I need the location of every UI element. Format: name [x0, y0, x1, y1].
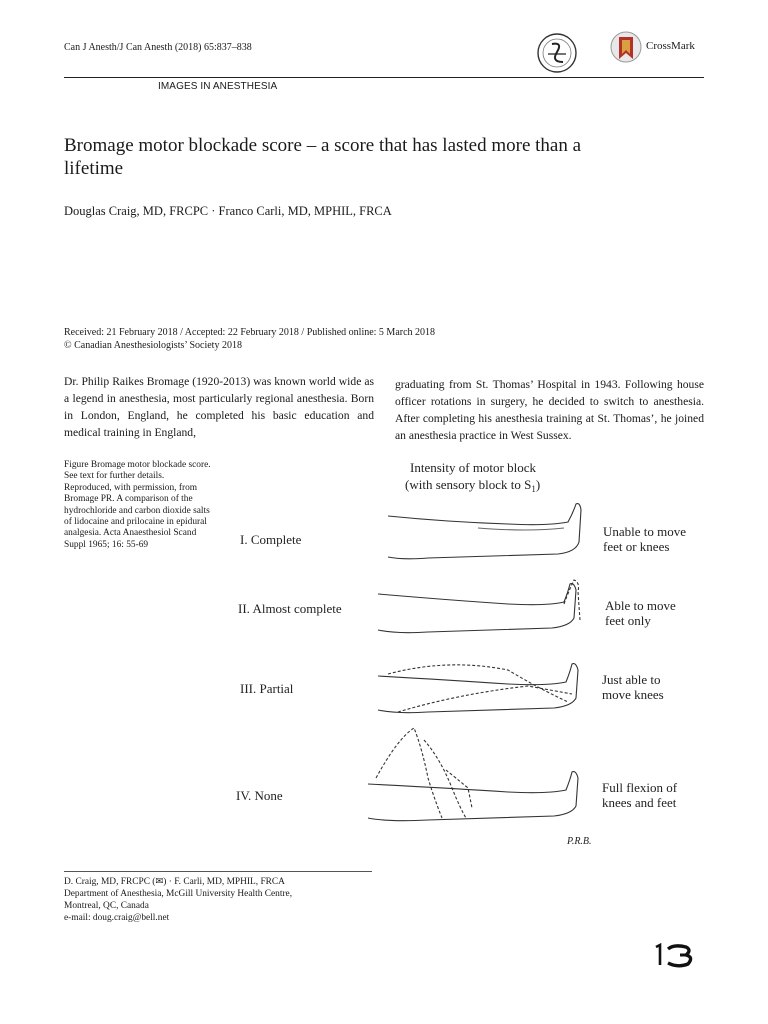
footnote-email[interactable]: e-mail: doug.craig@bell.net [64, 913, 170, 923]
leg-drawing-partial [378, 664, 578, 713]
crossmark-label: CrossMark [646, 40, 695, 52]
figure-heading-line1: Intensity of motor block [410, 460, 537, 475]
article-title: Bromage motor blockade score – a score that has lasted more than a lifetime [64, 135, 582, 179]
grade-almost-complete-desc-1: Able to move [605, 598, 676, 613]
grade-complete-desc-2: feet or knees [603, 539, 670, 554]
journal-reference: Can J Anesth/J Can Anesth (2018) 65:837–838 [64, 42, 252, 53]
author-affiliation [64, 876, 292, 924]
received-line: Received: 21 February 2018 / Accepted: 22 February 2018 / Published online: 5 March 2018 [64, 327, 436, 338]
grade-almost-complete-label: II. Almost complete [238, 601, 342, 616]
grade-none-desc-2: knees and feet [602, 795, 677, 810]
header-divider [64, 77, 704, 78]
figure-signature: P.R.B. [567, 836, 592, 847]
grade-complete-desc-1: Unable to move [603, 524, 687, 539]
grade-partial-desc-1: Just able to [602, 672, 661, 687]
bromage-score-figure [228, 458, 704, 850]
grade-almost-complete-desc-2: feet only [605, 613, 651, 628]
article-authors: Douglas Craig, MD, FRCPC · Franco Carli, MD, MPHIL, FRCA [64, 204, 392, 218]
grade-none-label: IV. None [236, 788, 283, 803]
publication-dates [64, 326, 624, 352]
springer-logo [652, 943, 708, 969]
footnote-location: Montreal, QC, Canada [64, 901, 149, 911]
figure-heading-line2: (with sensory block to $S_1$) [405, 477, 541, 494]
grade-complete-label: I. Complete [240, 532, 302, 547]
leg-drawing-none [368, 728, 578, 821]
footnote-authors: D. Craig, MD, FRCPC (✉) · F. Carli, MD, MPHIL, FRCA [64, 877, 285, 887]
leg-drawing-complete [388, 504, 581, 559]
leg-drawing-almost-complete [378, 580, 580, 633]
footnote-department: Department of Anesthesia, McGill University Health Centre, [64, 889, 293, 899]
figure-caption: Figure Bromage motor blockade score. See text for further details. Reproduced, with permission, from Bromage PR. A comparison of the hydrochloride and carbon dioxide salts of lidocaine and prilocaine in epidural analgesia. Acta Anaesthesiol Scand Suppl 1965; 16: 55-69 [64, 460, 211, 550]
body-column-left: Dr. Philip Raikes Bromage (1920-2013) was known world wide as a legend in anesthesia, most particularly regional anesthesia. Born in London, England, he completed his basic education and medical training in England, [64, 375, 374, 439]
body-column-right: graduating from St. Thomas’ Hospital in 1943. Following house officer rotations in surgery, he decided to switch to anesthesia. After completing his anesthesia training at St. Thomas’, he joined an anesthesia practice in West Sussex. [395, 378, 704, 442]
copyright-line: © Canadian Anesthesiologists’ Society 2018 [64, 340, 242, 351]
grade-partial-desc-2: move knees [602, 687, 664, 702]
grade-partial-label: III. Partial [240, 681, 294, 696]
society-logo [536, 32, 578, 74]
grade-none-desc-1: Full flexion of [602, 780, 678, 795]
footnote-divider [64, 871, 372, 872]
crossmark-logo[interactable] [610, 29, 706, 65]
section-label: IMAGES IN ANESTHESIA [158, 81, 278, 92]
